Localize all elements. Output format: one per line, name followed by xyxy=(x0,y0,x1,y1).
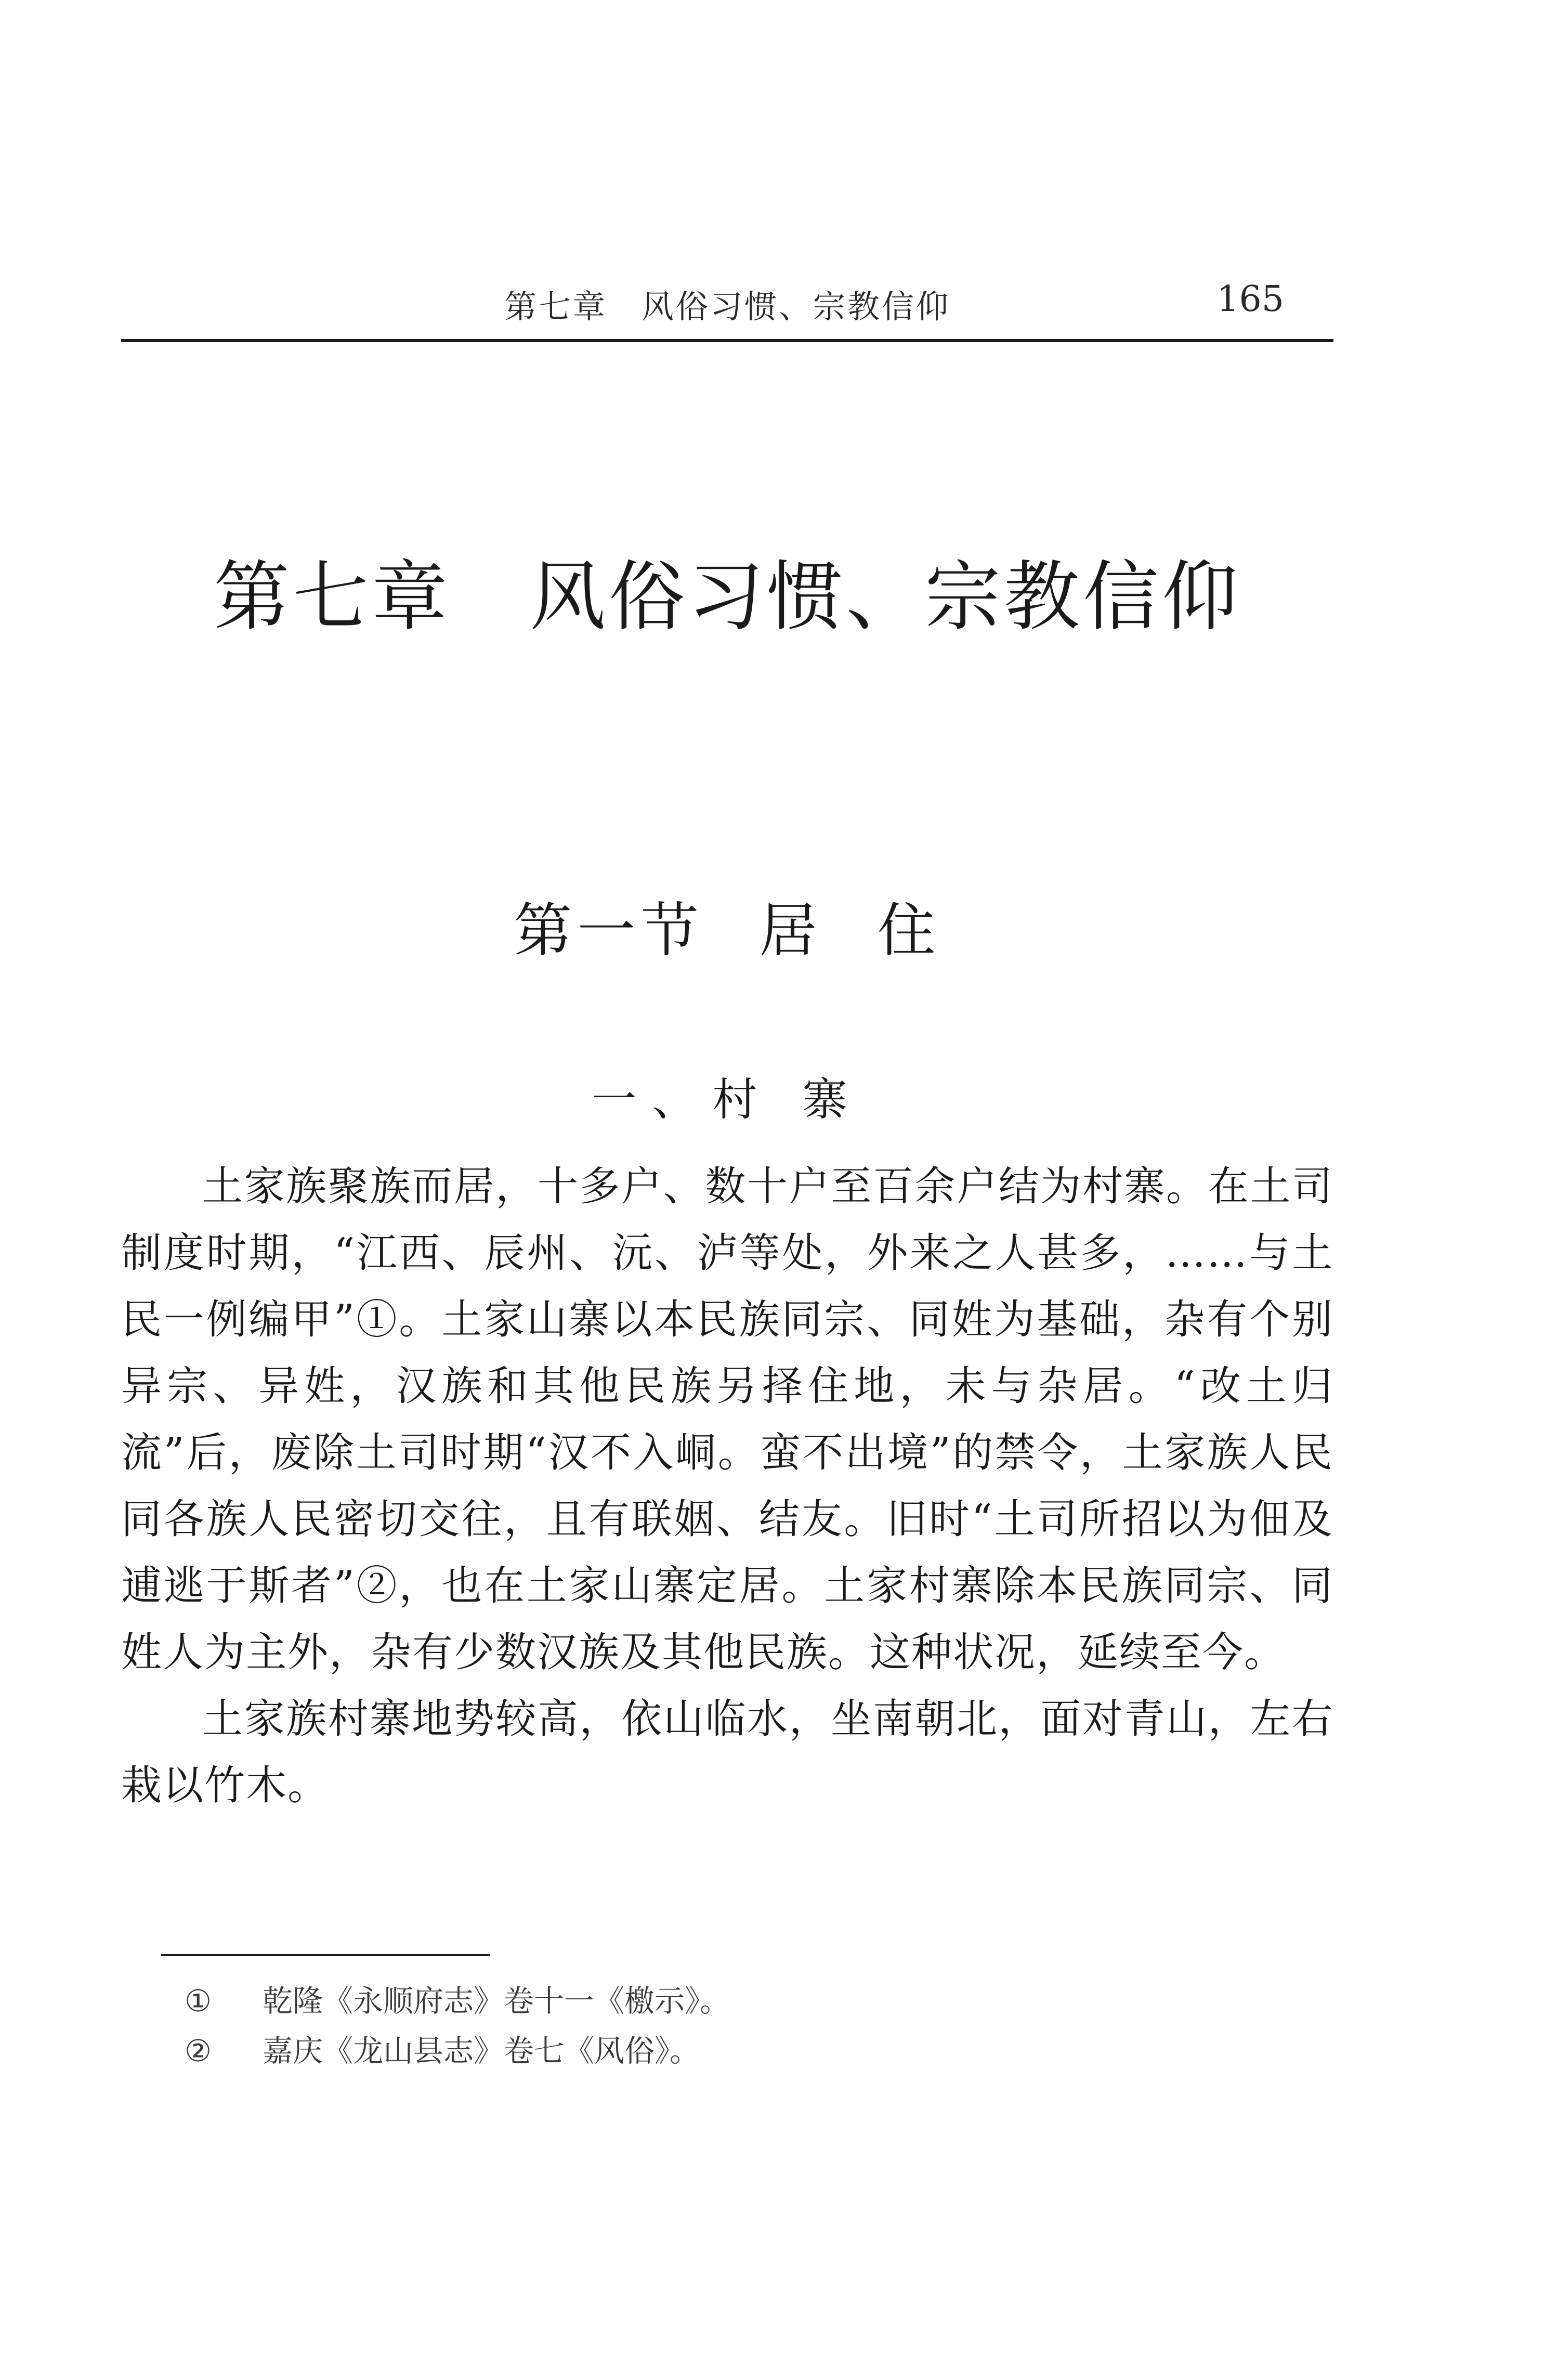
footnote-rule xyxy=(161,1954,490,1956)
subsection-title: 一、村 寨 xyxy=(592,1074,863,1126)
paragraph-2: 土家族村寨地势较高，依山临水，坐南朝北，面对青山，左右栽以竹木。 xyxy=(121,1696,1333,1809)
header-rule xyxy=(121,339,1333,342)
page-number: 165 xyxy=(1216,279,1284,320)
footnote-text: 嘉庆《龙山县志》卷七《风俗》。 xyxy=(263,2033,700,2069)
chapter-title: 第七章 风俗习惯、宗教信仰 xyxy=(214,553,1241,641)
body-text xyxy=(121,1153,1333,1819)
footnotes xyxy=(185,1976,1276,2076)
footnote-mark: ② xyxy=(185,2033,212,2069)
section-title: 第一节 居 住 xyxy=(514,897,941,965)
footnote-mark: ① xyxy=(185,1983,212,2019)
footnote-2 xyxy=(185,2026,1276,2076)
paragraph-1: 土家族聚族而居，十多户、数十户至百余户结为村寨。在土司制度时期，“江西、辰州、沅、泸等处，外来之人甚多，……与土民一例编甲”①。土家山寨以本民族同宗、同姓为基础，杂有个别异宗、异姓，汉族和其他民族另择住地，未与杂居。“改土归流”后，废除土司时期“汉不入峒。蛮不出境”的禁令，土家族人民同各族人民密切交往，且有联姻、结友。旧时“土司所招以为佃及逋逃于斯者”②，也在土家山寨定居。土家村寨除本民族同宗、同姓人为主外，杂有少数汉族及其他民族。这种状况，延续至今。 xyxy=(121,1163,1333,1676)
footnote-text: 乾隆《永顺府志》卷十一《檄示》。 xyxy=(263,1983,730,2019)
footnote-1 xyxy=(185,1976,1276,2026)
running-header xyxy=(121,270,1333,333)
running-title: 第七章 风俗习惯、宗教信仰 xyxy=(504,288,950,326)
